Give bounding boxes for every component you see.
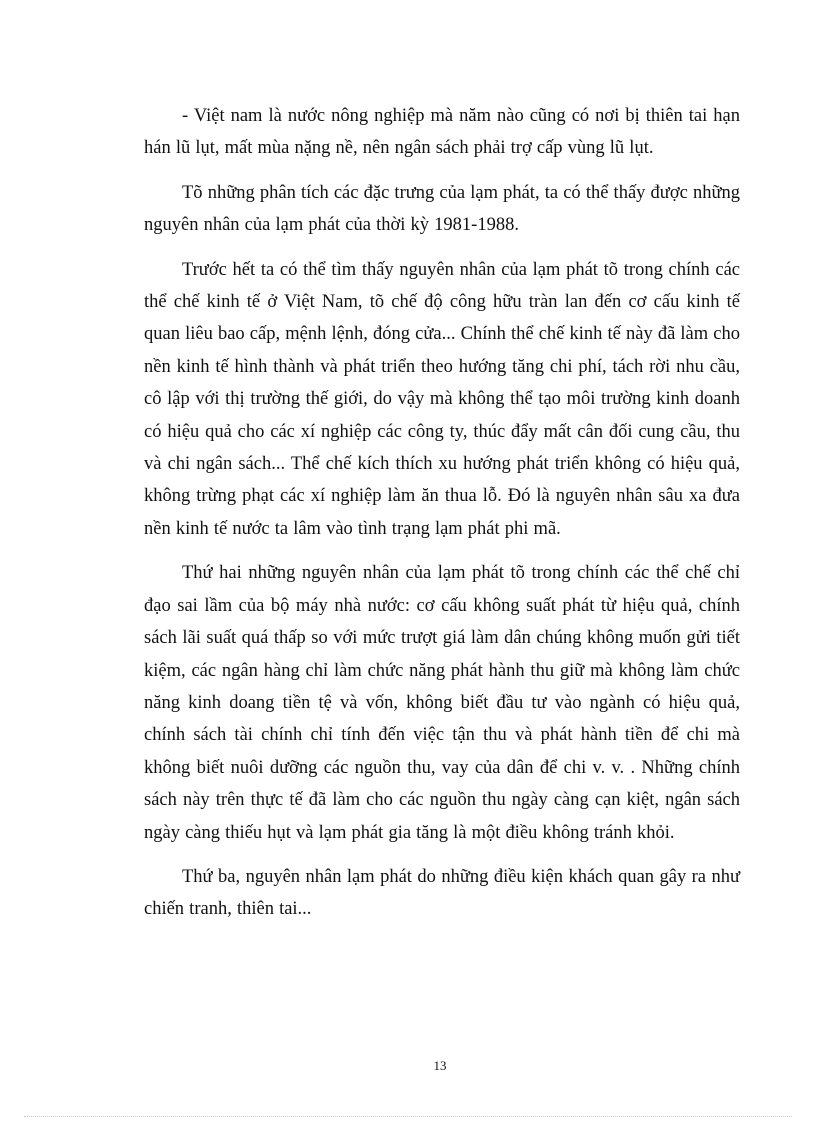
body-text <box>144 100 740 938</box>
paragraph: Thứ hai những nguyên nhân của lạm phát tõ trong chính các thể chế chỉ đạo sai lầm của bộ máy nhà nước: cơ cấu không suất phát từ hiệu quả, chính sách lãi suất quá thấp so với mức trượt giá làm dân chúng không muốn gửi tiết kiệm, các ngân hàng chỉ làm chức năng phát hành thu giữ mà không làm chức năng kinh doang tiền tệ và vốn, không biết đầu tư vào ngành có hiệu quả, chính sách tài chính chỉ tính đến việc tận thu và phát hành tiền để chi mà không biết nuôi dưỡng các nguồn thu, vay của dân để chi v. v. . Những chính sách này trên thực tế đã làm cho các nguồn thu ngày càng cạn kiệt, ngân sách ngày càng thiếu hụt và lạm phát gia tăng là một điều không tránh khỏi. <box>144 563 740 843</box>
paragraph: Thứ ba, nguyên nhân lạm phát do những điều kiện khách quan gây ra như chiến tranh, thiên tai... <box>144 866 740 920</box>
paragraph: - Việt nam là nước nông nghiệp mà năm nào cũng có nơi bị thiên tai hạn hán lũ lụt, mất mùa nặng nề, nên ngân sách phải trợ cấp vùng lũ lụt. <box>144 106 740 159</box>
page-number: 13 <box>433 1058 447 1073</box>
paragraph: Tõ những phân tích các đặc trưng của lạm phát, ta có thể thấy được những nguyên nhân của lạm phát của thời kỳ 1981-1988. <box>144 182 740 236</box>
paragraph: Trước hết ta có thể tìm thấy nguyên nhân của lạm phát tõ trong chính các thể chế kinh tế ở Việt Nam, tõ chế độ công hữu tràn lan đến cơ cấu kinh tế quan liêu bao cấp, mệnh lệnh, đóng cửa... Chính thể chế kinh tế này đã làm cho nền kinh tế hình thành và phát triển theo hướng tăng chi phí, tách rời nhu cầu, cô lập với thị trường thế giới, do vậy mà không thể tạo môi trường kinh doanh có hiệu quả cho các xí nghiệp các công ty, thúc đẩy mất cân đối cung cầu, thu và chi ngân sách... Thể chế kích thích xu hướng phát triển không có hiệu quả, không trừng phạt các xí nghiệp làm ăn thua lỗ. Đó là nguyên nhân sâu xa đưa nền kinh tế nước ta lâm vào tình trạng lạm phát phi mã. <box>144 259 740 539</box>
page-bottom-divider <box>24 1116 792 1117</box>
